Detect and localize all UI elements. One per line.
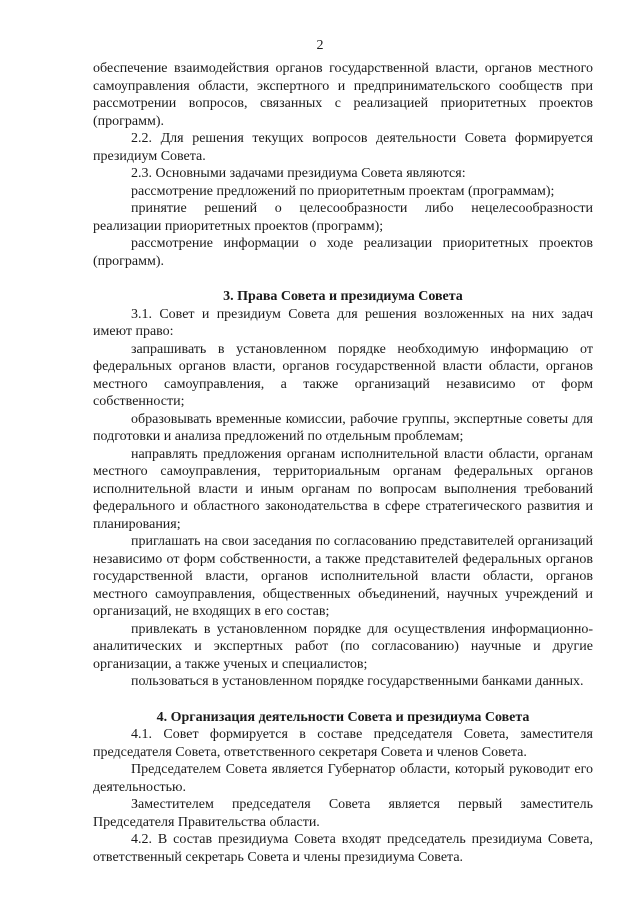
paragraph-sec2-intro-tail: обеспечение взаимодействия органов государственной власти, органов местного самоуправления области, экспертного и предпринимательского сообществ при рассмотрении вопросов, связанных с реализацией приоритетных проектов (программ). (93, 61, 593, 129)
paragraph-2-3: 2.3. Основными задачами президиума Совета являются: (131, 166, 466, 181)
section-heading-3: 3. Права Совета и президиума Совета (223, 289, 463, 304)
paragraph-3-1: 3.1. Совет и президиум Совета для решения возложенных на них задач имеют право: (93, 306, 593, 339)
section-heading-4: 4. Организация деятельности Совета и президиума Совета (156, 709, 530, 725)
right-engage-organizations: привлекать в установленном порядке для осуществления информационно-аналитических и экспертных работ (по согласованию) научные и другие организации, а также ученых и специалистов; (93, 621, 593, 672)
right-form-commissions: образовывать временные комиссии, рабочие группы, экспертные советы для подготовки и анализа предложений по отдельным проблемам; (93, 411, 593, 444)
list-item-review-proposals: рассмотрение предложений по приоритетным проектам (программам); (131, 183, 555, 199)
right-use-databanks: пользоваться в установленном порядке государственными банками данных. (131, 674, 584, 689)
list-item-review-progress: рассмотрение информации о ходе реализации приоритетных проектов (программ). (93, 236, 593, 269)
list-item-decisions: принятие решений о целесообразности либо нецелесообразности реализации приоритетных проектов (программ); (93, 201, 593, 234)
right-request-info: запрашивать в установленном порядке необходимую информацию от федеральных органов власти, органов государственной власти области, органов местного самоуправления, а также организаций независимо от форм собственности; (93, 341, 593, 409)
paragraph-4-2: 4.2. В состав президиума Совета входят председатель президиума Совета, ответственный секретарь Совета и члены президиума Совета. (93, 832, 593, 865)
document-body (93, 60, 593, 866)
paragraph-deputy-chairman: Заместителем председателя Совета является первый заместитель Председателя Правительства области. (93, 797, 593, 830)
paragraph-4-1: 4.1. Совет формируется в составе председателя Совета, заместителя председателя Совета, ответственного секретаря Совета и членов Совета. (93, 727, 593, 760)
right-send-proposals: направлять предложения органам исполнительной власти области, органам местного самоуправления, территориальным органам федеральных органов исполнительной власти и иным органам по вопросам выполнения требований федерального и областного законодательства в сфере стратегического развития и планирования; (93, 446, 593, 532)
paragraph-2-2: 2.2. Для решения текущих вопросов деятельности Совета формируется президиум Совета. (93, 131, 593, 164)
page-number: 2 (316, 38, 324, 53)
right-invite-representatives: приглашать на свои заседания по согласованию представителей организаций независимо от форм собственности, а также представителей федеральных органов государственной власти, органов исполнительной власти области, органов местного самоуправления, общественных объединений, научных учреждений и организаций, не входящих в его состав; (93, 534, 593, 619)
paragraph-chairman: Председателем Совета является Губернатор области, который руководит его деятельностью. (93, 762, 593, 795)
